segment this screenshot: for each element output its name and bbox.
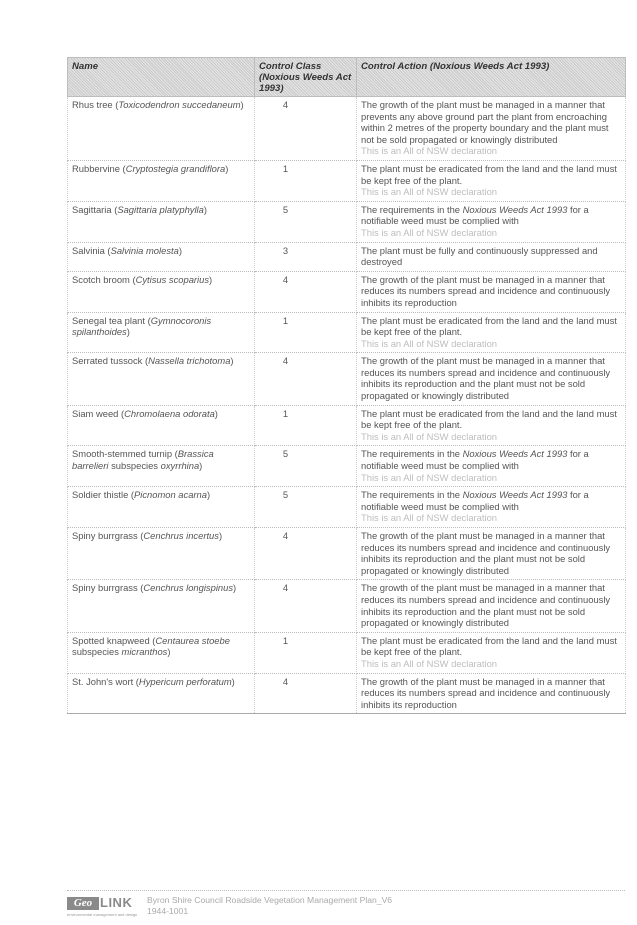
name-suffix: ) [218,530,223,541]
common-name: Scotch broom ( [72,273,136,285]
control-action-text: for a notifiable weed must be complied with [361,203,589,227]
common-name: Spiny burrgrass ( [72,530,144,541]
common-name: Siam weed ( [72,407,125,419]
scientific-name: Toxicodendron succedaneum [118,99,241,110]
control-class-cell: 4 [255,97,357,161]
control-action-cell [357,353,626,405]
control-class-cell: 4 [255,353,357,405]
scientific-name: Brassica barrelieri [72,448,214,472]
control-action-cell [357,487,626,528]
weed-name-cell [68,160,255,201]
table-row [68,580,626,632]
weed-name-cell [68,405,255,446]
header-name: Name [68,58,255,97]
control-action-text: for a notifiable weed must be complied with [361,489,589,512]
control-action-text: Noxious Weeds Act 1993 [462,489,568,501]
name-suffix: ) [167,646,171,658]
weed-name-cell [68,312,255,353]
common-name: Soldier thistle ( [72,489,135,501]
scientific-name: Hypericum perforatum [138,675,232,687]
subspecies-name: micranthos [121,646,168,658]
control-action-cell [357,271,626,312]
common-name: Spiny burrgrass ( [72,582,144,594]
scientific-name: Chromolaena odorata [124,407,215,419]
name-suffix: ) [233,582,237,594]
control-class-cell: 3 [255,242,357,271]
control-action-cell [357,405,626,446]
name-suffix: ) [225,162,229,174]
weed-name-cell [68,97,255,161]
logo-tagline: environmental management and design [67,912,138,917]
control-action-cell [357,528,626,580]
control-action-cell [357,97,626,161]
control-action-text: The plant must be eradicated from the land and the land must be kept free of the plant. [361,634,617,658]
control-class-cell: 5 [255,487,357,528]
control-action-text: The growth of the plant must be managed in a manner that reduces its numbers spread and incidence and continuously inhibits its reproduction and the plant must not be sold propagated or knowingly distributed [361,582,611,629]
control-action-text: The plant must be eradicated from the land and the land must be kept free of the plant. [361,162,617,186]
table-row [68,673,626,714]
scientific-name: Cenchrus incertus [143,530,219,541]
common-name: Salvinia ( [72,244,111,256]
weed-name-cell [68,528,255,580]
weed-name-cell [68,580,255,632]
control-action-cell [357,632,626,673]
control-action-text: The growth of the plant must be managed in a manner that reduces its numbers spread and incidence and continuously inhibits its reproduction and the plant must not be sold propagated or knowingly distributed [361,530,611,576]
table-row [68,312,626,353]
weed-name-cell [68,242,255,271]
common-name: Serrated tussock ( [72,355,149,367]
common-name: Spotted knapweed ( [72,634,156,646]
weed-name-cell [68,673,255,714]
scientific-name: Cytisus scoparius [135,273,210,285]
logo-geo-text: Geo [67,897,99,910]
name-suffix: ) [206,489,211,501]
table-row [68,271,626,312]
weeds-table [67,57,626,714]
table-row [68,201,626,242]
control-action-text: for a notifiable weed must be complied with [361,448,589,472]
declaration-note: This is an All of NSW declaration [361,145,497,157]
control-class-cell: 1 [255,312,357,353]
weed-name-cell [68,271,255,312]
control-action-text: The requirements in the [361,203,463,215]
scientific-name: Sagittaria platyphylla [117,203,204,215]
control-action-text: Noxious Weeds Act 1993 [462,203,568,215]
common-name: Senegal tea plant ( [72,314,151,326]
weed-name-cell [68,446,255,487]
weed-name-cell [68,353,255,405]
name-suffix: subspecies [72,646,122,658]
scientific-name: Cenchrus longispinus [143,582,234,594]
name-suffix: ) [214,407,218,419]
table-row [68,242,626,271]
declaration-note: This is an All of NSW declaration [361,657,497,669]
table-row [68,632,626,673]
common-name: Smooth-stemmed turnip ( [72,448,178,460]
declaration-note: This is an All of NSW declaration [361,430,497,442]
control-action-text: The growth of the plant must be managed in a manner that reduces its numbers spread and incidence and continuously inhibits its reproduction [361,273,611,308]
subspecies-name: oxyrrhina [160,460,200,472]
logo-link-text: LINK [100,895,133,910]
table-row [68,353,626,405]
control-class-cell: 1 [255,405,357,446]
footer-doc-number: 1944-1001 [147,906,189,916]
scientific-name: Nassella trichotoma [148,355,231,367]
table-row [68,487,626,528]
table-row [68,405,626,446]
control-class-cell: 4 [255,580,357,632]
scientific-name: Cryptostegia grandiflora [125,162,226,174]
table-row [68,446,626,487]
control-action-text: The growth of the plant must be managed in a manner that prevents any above ground part the plant from encroaching within 2 metres of the property boundary and the plant must not be sold propagated or knowingly distributed [361,99,609,145]
declaration-note: This is an All of NSW declaration [361,186,497,198]
common-name: Sagittaria ( [72,203,118,215]
name-suffix: ) [240,99,244,110]
name-suffix: ) [126,326,130,338]
control-action-cell [357,160,626,201]
control-class-cell: 4 [255,528,357,580]
table-row [68,528,626,580]
scientific-name: Picnomon acarna [134,489,207,501]
weed-name-cell [68,201,255,242]
control-action-text: The requirements in the [361,489,463,501]
control-action-text: The growth of the plant must be managed in a manner that reduces its numbers spread and incidence and continuously inhibits its reproduction and the plant must not be sold propagated or knowingly distributed [361,355,611,402]
control-class-cell: 1 [255,160,357,201]
control-action-text: The growth of the plant must be managed in a manner that reduces its numbers spread and incidence and continuously inhibits its reproduction [361,675,611,710]
header-control-action: Control Action (Noxious Weeds Act 1993) [357,58,626,97]
common-name: Rhus tree ( [72,99,119,110]
table-header-row [68,58,626,97]
declaration-note: This is an All of NSW declaration [361,471,497,483]
table-row [68,97,626,161]
control-action-cell [357,201,626,242]
declaration-note: This is an All of NSW declaration [361,512,497,524]
table-row [68,160,626,201]
common-name: Rubbervine ( [72,162,126,174]
name-suffix: ) [230,355,234,367]
weed-name-cell [68,632,255,673]
control-action-cell [357,312,626,353]
declaration-note: This is an All of NSW declaration [361,226,497,238]
name-suffix: ) [203,203,207,215]
control-action-cell [357,446,626,487]
control-class-cell: 1 [255,632,357,673]
name-suffix: subspecies [108,460,161,472]
table-body [68,97,626,714]
header-control-class: Control Class (Noxious Weeds Act 1993) [255,58,357,97]
control-action-text: The plant must be eradicated from the land and the land must be kept free of the plant. [361,407,617,431]
control-action-text: The requirements in the [361,448,463,460]
declaration-note: This is an All of NSW declaration [361,337,497,349]
footer-doc-title: Byron Shire Council Roadside Vegetation Management Plan_V6 [147,895,393,905]
control-action-cell [357,673,626,714]
scientific-name: Centaurea stoebe [155,634,230,646]
common-name: St. John's wort ( [72,675,139,687]
control-class-cell: 4 [255,271,357,312]
control-action-cell [357,242,626,271]
control-action-text: The plant must be fully and continuously suppressed and destroyed [361,244,598,268]
control-action-text: The plant must be eradicated from the land and the land must be kept free of the plant. [361,314,617,338]
name-suffix: ) [178,244,182,256]
control-class-cell: 5 [255,446,357,487]
page-footer [67,890,625,921]
name-suffix: ) [209,273,213,285]
geolink-logo [67,897,142,919]
weed-name-cell [68,487,255,528]
control-action-text: Noxious Weeds Act 1993 [462,448,568,460]
name-suffix: ) [199,460,203,472]
control-class-cell: 5 [255,201,357,242]
name-suffix: ) [231,675,235,687]
scientific-name: Salvinia molesta [110,244,179,256]
scientific-name: Gymnocoronis spilanthoides [72,314,212,338]
control-action-cell [357,580,626,632]
control-class-cell: 4 [255,673,357,714]
